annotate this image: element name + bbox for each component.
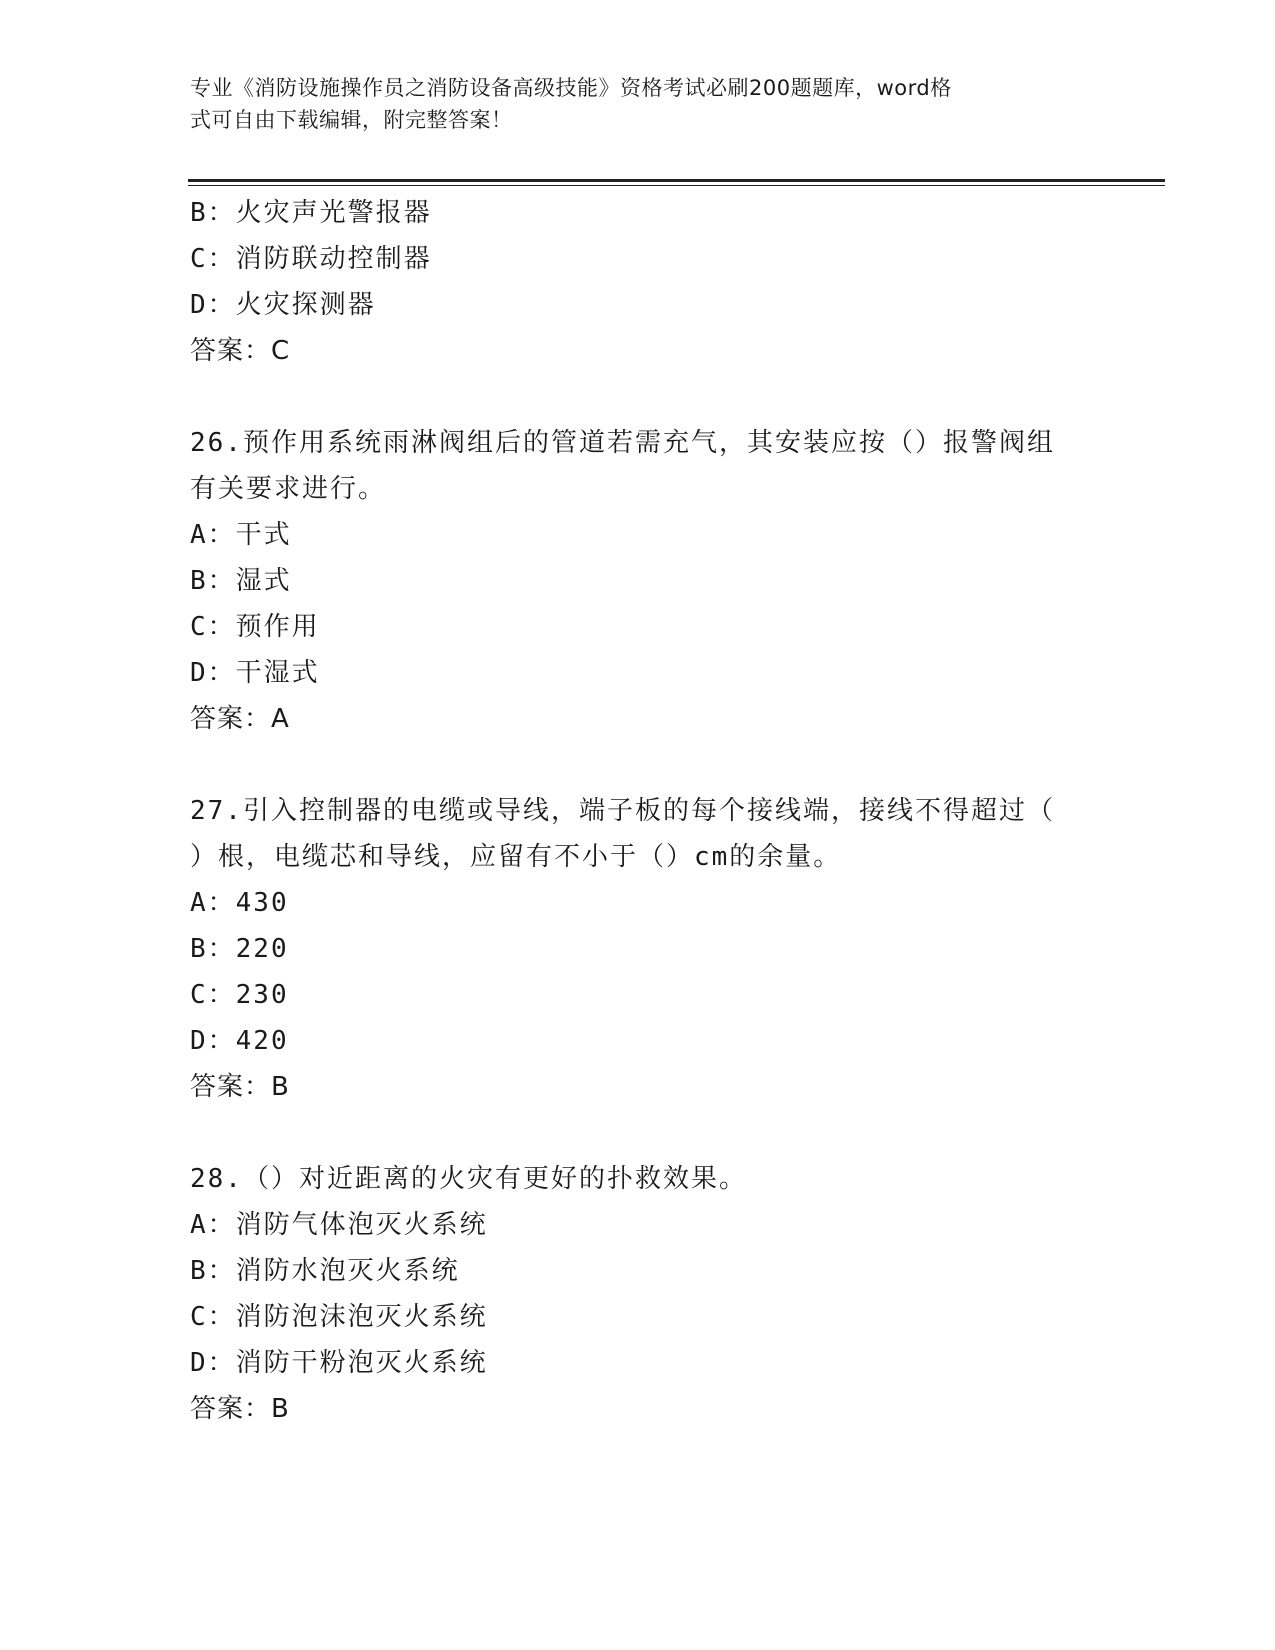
option-b: B：220 <box>190 934 289 964</box>
header-line-2: 式可自由下载编辑，附完整答案！ <box>190 108 513 132</box>
question-list <box>190 190 1090 1432</box>
answer-line: 答案：C <box>190 336 291 366</box>
question-26 <box>190 420 1090 742</box>
question-stem: 有关要求进行。 <box>190 474 387 504</box>
option-d: D：火灾探测器 <box>190 290 376 320</box>
option-c: C：预作用 <box>190 612 320 642</box>
header-divider-thick <box>188 179 1165 182</box>
option-c: C：消防联动控制器 <box>190 244 432 274</box>
question-stem: 26.预作用系统雨淋阀组后的管道若需充气，其安装应按（）报警阀组 <box>190 428 1055 458</box>
option-b: B：消防水泡灭火系统 <box>190 1256 460 1286</box>
spacer <box>190 374 1090 420</box>
answer-line: 答案：A <box>190 704 290 734</box>
document-header <box>190 72 1070 136</box>
answer-line: 答案：B <box>190 1394 290 1424</box>
question-stem: 28.（）对近距离的火灾有更好的扑救效果。 <box>190 1164 747 1194</box>
option-a: A：消防气体泡灭火系统 <box>190 1210 488 1240</box>
option-a: A：干式 <box>190 520 292 550</box>
question-stem: ）根，电缆芯和导线，应留有不小于（）cm的余量。 <box>190 842 842 872</box>
option-c: C：消防泡沫泡灭火系统 <box>190 1302 488 1332</box>
option-b: B：湿式 <box>190 566 292 596</box>
option-d: D：420 <box>190 1026 289 1056</box>
option-c: C：230 <box>190 980 289 1010</box>
header-line-1: 专业《消防设施操作员之消防设备高级技能》资格考试必刷200题题库，word格 <box>190 76 952 100</box>
question-28 <box>190 1156 1090 1432</box>
option-a: A：430 <box>190 888 289 918</box>
answer-line: 答案：B <box>190 1072 290 1102</box>
spacer <box>190 1110 1090 1156</box>
question-27 <box>190 788 1090 1110</box>
option-d: D：干湿式 <box>190 658 320 688</box>
option-d: D：消防干粉泡灭火系统 <box>190 1348 488 1378</box>
question-stem: 27.引入控制器的电缆或导线，端子板的每个接线端，接线不得超过（ <box>190 796 1055 826</box>
option-b: B：火灾声光警报器 <box>190 198 432 228</box>
spacer <box>190 742 1090 788</box>
prev-question-tail <box>190 190 1090 374</box>
header-divider-thin <box>188 185 1165 186</box>
